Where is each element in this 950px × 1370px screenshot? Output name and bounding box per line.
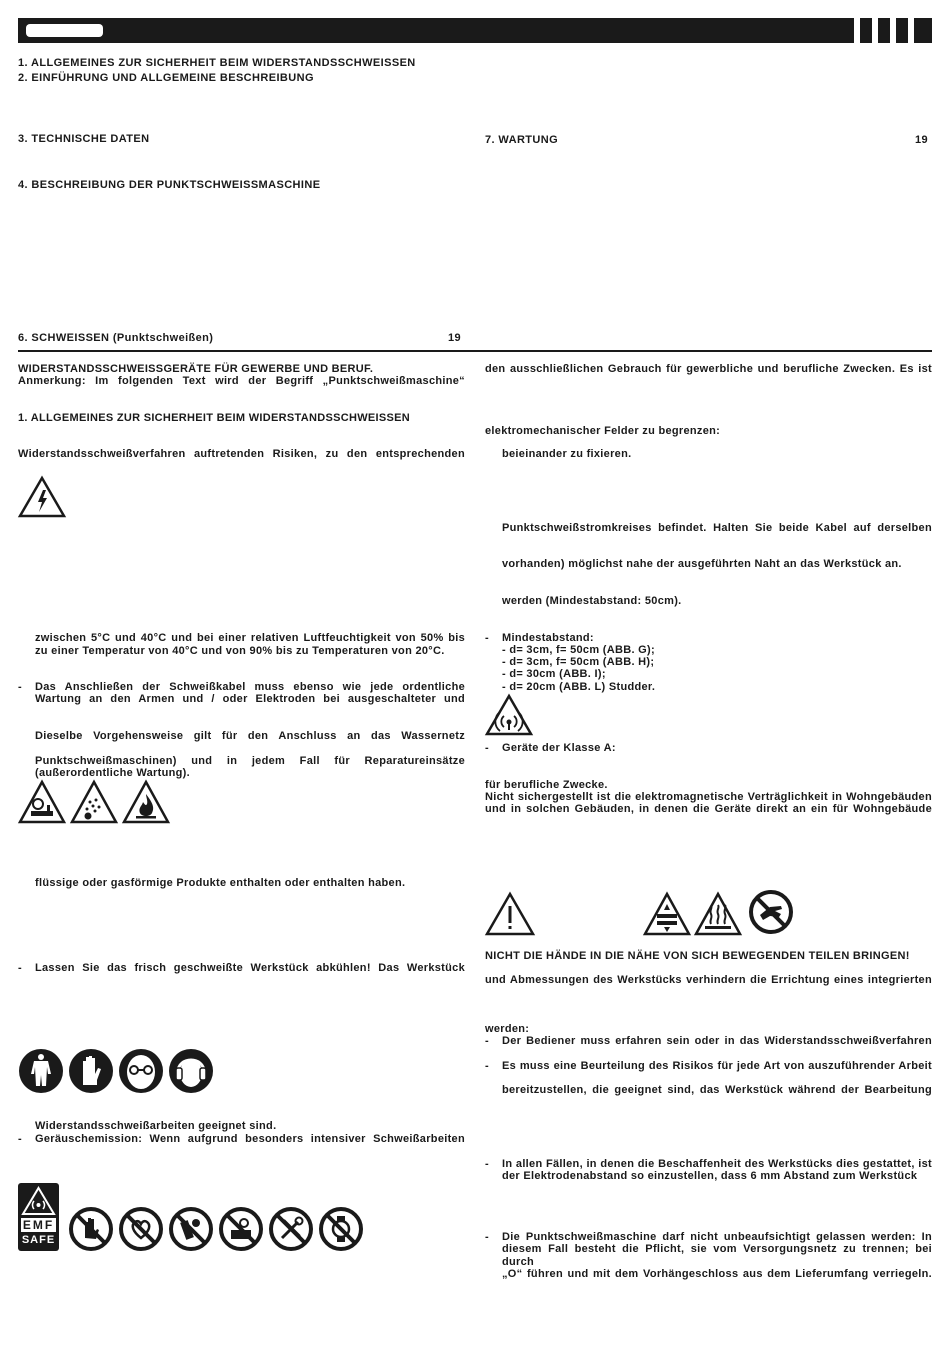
list-item: - d= 30cm (ABB. I); xyxy=(502,668,606,680)
paragraph-line: Punktschweißmaschinen) und in jedem Fall für Reparatureinsätze xyxy=(35,755,465,767)
no-tools-icon xyxy=(268,1206,314,1252)
toc-item-7: 7. WARTUNG xyxy=(485,134,559,146)
list-dash: - xyxy=(18,681,22,693)
paragraph-line: bereitzustellen, die geeignet sind, das Werkstück während der Bearbeitung xyxy=(502,1084,932,1096)
header-pill xyxy=(26,24,103,37)
high-voltage-warning-icon xyxy=(18,476,66,518)
list-dash: - xyxy=(485,1158,489,1170)
toc-item-4: 4. BESCHREIBUNG DER PUNKTSCHWEISSMASCHINE xyxy=(18,179,321,191)
paragraph-line: werden: xyxy=(485,1023,530,1035)
paragraph-line: und in solchen Gebäuden, in denen die Geräte direkt an ein für Wohngebäude xyxy=(485,803,932,815)
no-metal-objects-icon xyxy=(218,1206,264,1252)
safe-label: SAFE xyxy=(21,1234,56,1246)
paragraph-line: und Abmessungen des Werkstücks verhindern die Errichtung eines integrierten xyxy=(485,974,932,986)
paragraph-line: In allen Fällen, in denen die Beschaffenheit des Werkstücks dies gestattet, ist xyxy=(502,1158,932,1170)
warning-heading: NICHT DIE HÄNDE IN DIE NÄHE VON SICH BEWEGENDEN TEILEN BRINGEN! xyxy=(485,950,910,962)
toc-item-7-page: 19 xyxy=(915,134,929,146)
toc-item-6-page: 19 xyxy=(448,332,462,344)
list-dash: - xyxy=(18,962,22,974)
paragraph-line: Die Punktschweißmaschine darf nicht unbeaufsichtigt gelassen werden: In xyxy=(502,1231,932,1243)
safety-goggles-icon xyxy=(118,1048,164,1094)
paragraph-line: Widerstandsschweißverfahren auftretenden Risiken, zu den entsprechenden xyxy=(18,448,465,460)
paragraph-line: der Elektrodenabstand so einzustellen, dass 6 mm Abstand zum Werkstück xyxy=(502,1170,918,1182)
paragraph-line: Mindestabstand: xyxy=(502,632,594,644)
paragraph-line: Geräte der Klasse A: xyxy=(502,742,616,754)
toc-item-1: 1. ALLGEMEINES ZUR SICHERHEIT BEIM WIDERSTANDSSCHWEISSEN xyxy=(18,57,416,69)
protective-suit-icon xyxy=(18,1048,64,1094)
header-stripes xyxy=(854,18,932,43)
paragraph-line: Punktschweißstromkreises befindet. Halten Sie beide Kabel auf derselben xyxy=(502,522,932,534)
paragraph-line: flüssige oder gasförmige Produkte enthalten oder enthalten haben. xyxy=(35,877,406,889)
paragraph-line: Anmerkung: Im folgenden Text wird der Begriff „Punktschweißmaschine“ xyxy=(18,375,465,387)
crush-hazard-icon xyxy=(643,892,691,936)
no-pacemaker-icon xyxy=(118,1206,164,1252)
paragraph-line: beieinander zu fixieren. xyxy=(502,448,632,460)
paragraph-line: Geräuschemission: Wenn aufgrund besonders intensiver Schweißarbeiten xyxy=(35,1133,465,1145)
paragraph-line: Dieselbe Vorgehensweise gilt für den Anschluss an das Wassernetz xyxy=(35,730,465,742)
list-dash: - xyxy=(485,1231,489,1243)
paragraph-line: für berufliche Zwecke. xyxy=(485,779,608,791)
paragraph-line: (außerordentliche Wartung). xyxy=(35,767,190,779)
emf-warning-icon xyxy=(485,694,533,736)
list-dash: - xyxy=(485,1035,489,1047)
emf-label: EMF xyxy=(22,1218,55,1232)
fire-hazard-icon xyxy=(122,780,170,824)
paragraph-line: zwischen 5°C und 40°C und bei einer relativen Luftfeuchtigkeit von 50% bis xyxy=(35,632,465,644)
no-touching-icon xyxy=(68,1206,114,1252)
paragraph-line: vorhanden) möglichst nahe der ausgeführten Naht an das Werkstück an. xyxy=(502,558,902,570)
toc-item-2: 2. EINFÜHRUNG UND ALLGEMEINE BESCHREIBUNG xyxy=(18,72,314,84)
paragraph-line: „O“ führen und mit dem Vorhängeschloss aus dem Lieferumfang verriegeln. xyxy=(502,1268,932,1280)
toc-item-3: 3. TECHNISCHE DATEN xyxy=(18,133,150,145)
list-dash: - xyxy=(485,742,489,754)
paragraph-line: zu einer Temperatur von 40°C und von 90% bis zu Temperaturen von 20°C. xyxy=(35,645,445,657)
paragraph-line: Wartung an den Armen und / oder Elektroden bei ausgeschalteter und xyxy=(35,693,465,705)
list-dash: - xyxy=(485,632,489,644)
paragraph-line: werden (Mindestabstand: 50cm). xyxy=(502,595,682,607)
paragraph-line: WIDERSTANDSSCHWEISSGERÄTE FÜR GEWERBE UND BERUF. xyxy=(18,363,374,375)
list-item: - d= 3cm, f= 50cm (ABB. G); xyxy=(502,644,655,656)
no-watch-icon xyxy=(318,1206,364,1252)
paragraph-line: den ausschließlichen Gebrauch für gewerbliche und berufliche Zwecken. Es ist xyxy=(485,363,932,375)
section-heading: 1. ALLGEMEINES ZUR SICHERHEIT BEIM WIDERSTANDSSCHWEISSEN xyxy=(18,412,411,424)
protective-gloves-icon xyxy=(68,1048,114,1094)
paragraph-line: Das Anschließen der Schweißkabel muss ebenso wie jede ordentliche xyxy=(35,681,465,693)
paragraph-line: Der Bediener muss erfahren sein oder in das Widerstandsschweißverfahren xyxy=(502,1035,932,1047)
no-metal-implant-icon xyxy=(168,1206,214,1252)
paragraph-line: diesem Fall besteht die Pflicht, sie vom Versorgungsnetz zu trennen; bei durch xyxy=(502,1243,932,1268)
hot-surface-icon xyxy=(694,892,742,936)
paragraph-line: Nicht sichergestellt ist die elektromagnetische Verträglichkeit in Wohngebäuden xyxy=(485,791,932,803)
paragraph-line: Lassen Sie das frisch geschweißte Werkstück abkühlen! Das Werkstück xyxy=(35,962,465,974)
list-dash: - xyxy=(18,1133,22,1145)
ear-protection-icon xyxy=(168,1048,214,1094)
emf-warning-icon xyxy=(22,1187,55,1215)
header-bar xyxy=(18,18,932,43)
paragraph-line: elektromechanischer Felder zu begrenzen: xyxy=(485,425,721,437)
toc-item-6: 6. SCHWEISSEN (Punktschweißen) xyxy=(18,332,214,344)
list-dash: - xyxy=(485,1060,489,1072)
explosion-hazard-icon xyxy=(18,780,66,824)
list-item: - d= 3cm, f= 50cm (ABB. H); xyxy=(502,656,655,668)
general-warning-icon xyxy=(485,892,535,936)
no-hands-icon xyxy=(748,889,794,935)
section-divider xyxy=(18,350,932,352)
paragraph-line: Es muss eine Beurteilung des Risikos für jede Art von auszuführender Arbeit xyxy=(502,1060,932,1072)
sparks-hazard-icon xyxy=(70,780,118,824)
list-item: - d= 20cm (ABB. L) Studder. xyxy=(502,681,656,693)
emf-safe-logo xyxy=(18,1183,59,1251)
paragraph-line: Widerstandsschweißarbeiten geeignet sind. xyxy=(35,1120,277,1132)
